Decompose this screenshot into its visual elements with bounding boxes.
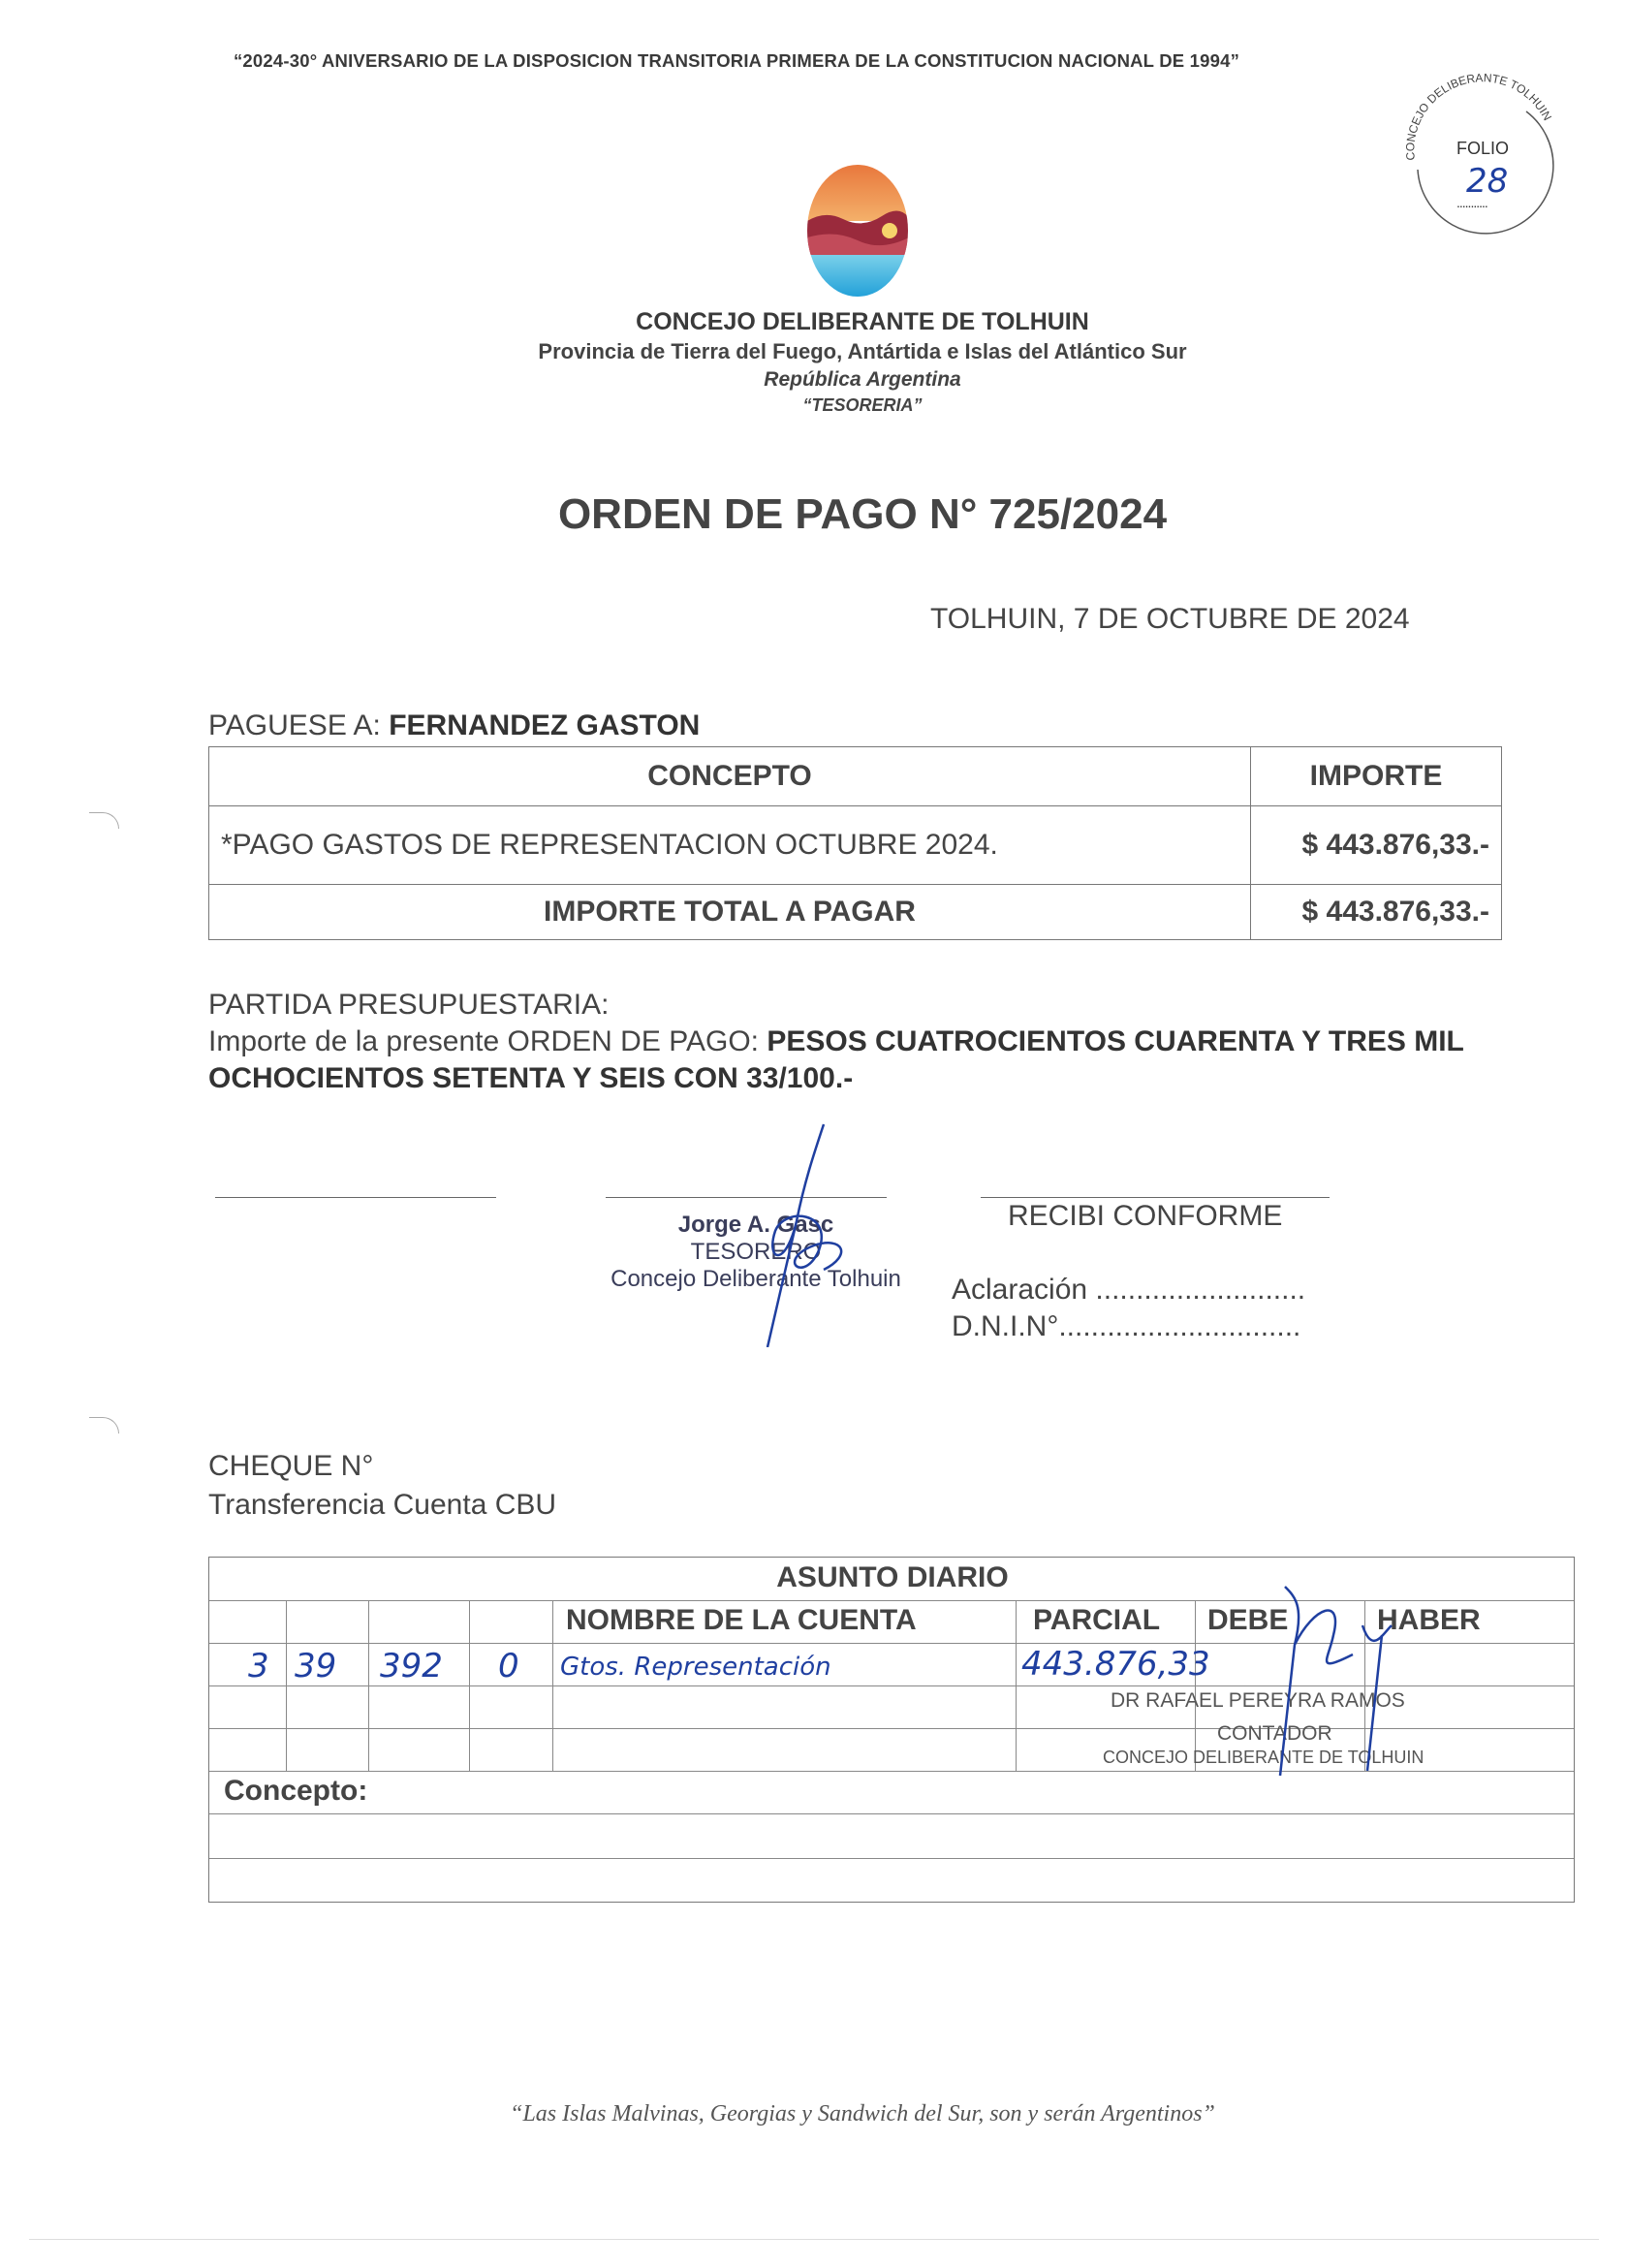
hand-code-3: 392 xyxy=(380,1647,443,1685)
clarification-field: Aclaración .......................... xyxy=(952,1274,1306,1306)
folio-label: FOLIO xyxy=(1456,139,1510,158)
accountant-stamp-org: CONCEJO DELIBERANTE DE TOLHUIN xyxy=(1103,1748,1424,1767)
treasurer-name: Jorge A. Gasc xyxy=(677,1212,834,1238)
amount-cell: $ 443.876,33.- xyxy=(1251,806,1502,885)
hand-code-2: 39 xyxy=(295,1647,337,1685)
edge-mark xyxy=(89,812,119,829)
department-name: “TESORERIA” xyxy=(802,395,923,415)
col-debe: DEBE xyxy=(1207,1604,1289,1636)
col-account-name: NOMBRE DE LA CUENTA xyxy=(566,1604,917,1636)
budget-section xyxy=(208,987,1507,1097)
concept-header: CONCEPTO xyxy=(209,747,1251,806)
folio-stamp-arc-text: CONCEJO DELIBERANTE TOLHUIN xyxy=(1403,71,1554,161)
document-title: ORDEN DE PAGO N° 725/2024 xyxy=(557,490,1168,538)
amount-header: IMPORTE xyxy=(1251,747,1502,806)
transfer-label: Transferencia Cuenta CBU xyxy=(208,1489,557,1521)
accountant-stamp-name: DR RAFAEL PEREYRA RAMOS xyxy=(1111,1689,1405,1712)
cheque-label: CHEQUE N° xyxy=(208,1450,374,1482)
edge-mark xyxy=(89,1417,119,1433)
budget-label: PARTIDA PRESUPUESTARIA: xyxy=(208,989,610,1021)
document-date: TOLHUIN, 7 DE OCTUBRE DE 2024 xyxy=(930,603,1410,635)
hand-code-4: 0 xyxy=(498,1647,519,1685)
accountant-signature xyxy=(1237,1567,1411,1780)
republic-name: República Argentina xyxy=(764,368,961,391)
amount-in-words-prefix: Importe de la presente ORDEN DE PAGO: xyxy=(208,1025,759,1057)
treasurer-org: Concejo Deliberante Tolhuin xyxy=(610,1266,901,1292)
col-haber: HABER xyxy=(1377,1604,1481,1636)
total-label: IMPORTE TOTAL A PAGAR xyxy=(209,885,1251,940)
payee-name: FERNANDEZ GASTON xyxy=(389,709,701,741)
journal-title: ASUNTO DIARIO xyxy=(776,1561,1009,1593)
journal-concept-label: Concepto: xyxy=(224,1775,368,1807)
org-name: CONCEJO DELIBERANTE DE TOLHUIN xyxy=(636,308,1089,335)
col-parcial: PARCIAL xyxy=(1033,1604,1161,1636)
accountant-stamp-role: CONTADOR xyxy=(1217,1722,1332,1745)
hand-account: Gtos. Representación xyxy=(560,1653,831,1682)
signature-line-receipt xyxy=(981,1197,1330,1198)
treasurer-signature xyxy=(707,1115,901,1347)
concept-cell: *PAGO GASTOS DE REPRESENTACION OCTUBRE 2024. xyxy=(209,806,1251,885)
amount-in-words-value: PESOS CUATROCIENTOS CUARENTA Y TRES MIL OCHOCIENTOS SETENTA Y SEIS CON 33/100.- xyxy=(208,1025,1464,1094)
signature-line-left xyxy=(215,1197,496,1198)
payee-label: PAGUESE A: xyxy=(208,709,381,741)
council-logo xyxy=(804,163,911,299)
treasurer-role: TESORERO xyxy=(690,1239,822,1265)
journal-table xyxy=(208,1557,1575,1903)
hand-amount: 443.876,33 xyxy=(1021,1645,1210,1684)
hand-code-1: 3 xyxy=(248,1647,269,1685)
total-amount: $ 443.876,33.- xyxy=(1251,885,1502,940)
dni-field: D.N.I.N°.............................. xyxy=(952,1310,1301,1342)
province-name: Provincia de Tierra del Fuego, Antártida e Islas del Atlántico Sur xyxy=(538,339,1187,363)
folio-number: 28 xyxy=(1466,162,1509,201)
folio-dots: ........... xyxy=(1456,195,1487,210)
payee-line xyxy=(208,709,700,742)
scan-edge xyxy=(29,2239,1599,2240)
footer-quote: “Las Islas Malvinas, Georgias y Sandwich del Sur, son y serán Argentinos” xyxy=(510,2101,1215,2126)
folio-stamp xyxy=(1381,53,1570,257)
anniversary-banner: “2024-30° ANIVERSARIO DE LA DISPOSICION TRANSITORIA PRIMERA DE LA CONSTITUCION NACIONAL DE 1994” xyxy=(233,50,1240,71)
receipt-label: RECIBI CONFORME xyxy=(1008,1200,1283,1232)
amount-in-words xyxy=(208,1024,1507,1097)
concept-table xyxy=(208,746,1502,940)
